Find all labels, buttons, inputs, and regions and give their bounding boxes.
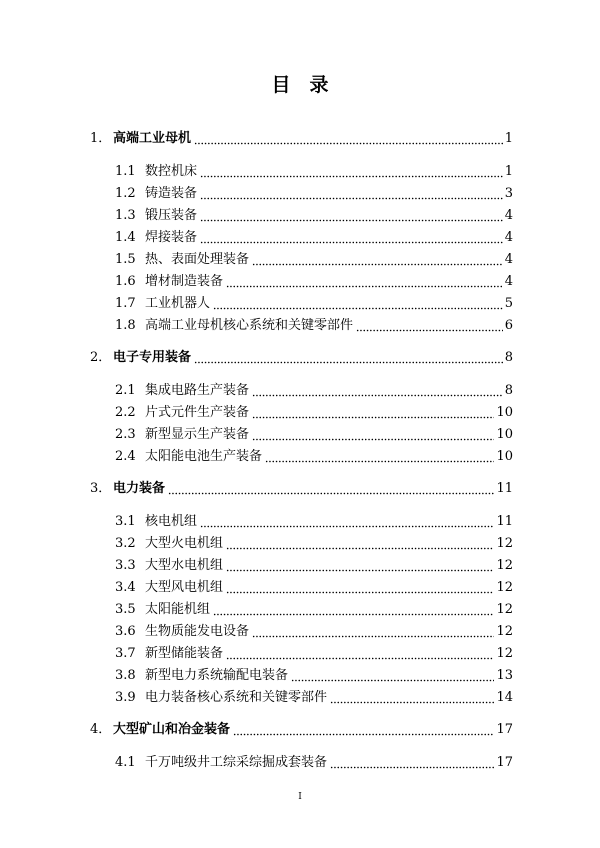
dot-leader [226,569,494,572]
entry-number: 2.3 [115,427,136,442]
page-number: 4 [504,208,513,223]
entry-label: 新型电力系统输配电装备 [145,668,289,683]
dot-leader [252,263,503,266]
dot-leader [265,460,494,463]
section-number: 3． [90,481,112,496]
section-number: 4． [90,722,112,737]
page-number: 6 [504,318,513,333]
entry-label: 片式元件生产装备 [145,405,250,420]
entry-label: 焊接装备 [145,230,198,245]
page-title: 目 录 [271,74,329,96]
page-number: 11 [496,514,513,529]
dot-leader [252,438,494,441]
page-number: 3 [504,186,513,201]
toc-entry [90,511,513,533]
toc-entry [90,687,513,709]
page-number: 12 [496,646,513,661]
toc-entry [90,752,513,774]
page-number: 4 [504,230,513,245]
dot-leader [252,635,494,638]
entry-number: 3.8 [115,668,136,683]
page-number: 17 [496,722,513,737]
entry-number: 1.1 [115,164,136,179]
toc-entry [90,621,513,643]
page-number: 12 [496,624,513,639]
dot-leader [233,733,494,736]
dot-leader [252,416,494,419]
entry-number: 3.5 [115,602,136,617]
page-number: 1 [504,131,513,146]
dot-leader [356,329,503,332]
page-number: 8 [504,350,513,365]
entry-label: 核电机组 [145,514,198,529]
page-number: 8 [504,383,513,398]
page-number: 4 [504,274,513,289]
entry-number: 1.4 [115,230,136,245]
table-of-contents [90,128,513,774]
entry-label: 热、表面处理装备 [145,252,250,267]
entry-label: 铸造装备 [145,186,198,201]
dot-leader [200,525,494,528]
dot-leader [226,547,494,550]
toc-entry [90,402,513,424]
toc-entry [90,599,513,621]
entry-number: 2.2 [115,405,136,420]
toc-entry [90,227,513,249]
entry-label: 锻压装备 [145,208,198,223]
toc-entry [90,161,513,183]
page-number: 14 [496,690,513,705]
entry-number: 3.1 [115,514,136,529]
dot-leader [200,219,503,222]
entry-label: 大型风电机组 [145,580,224,595]
entry-label: 数控机床 [145,164,198,179]
page-number: 17 [496,755,513,770]
entry-label: 电力装备核心系统和关键零部件 [145,690,328,705]
entry-number: 1.7 [115,296,136,311]
page-number: 10 [496,449,513,464]
entry-label: 生物质能发电设备 [145,624,250,639]
entry-number: 1.3 [115,208,136,223]
page-number: 12 [496,580,513,595]
entry-number: 1.8 [115,318,136,333]
page-number: 11 [496,481,513,496]
dot-leader [200,175,503,178]
entry-number: 1.2 [115,186,136,201]
entry-number: 3.7 [115,646,136,661]
toc-entry [90,380,513,402]
entry-label: 新型显示生产装备 [145,427,250,442]
dot-leader [213,307,503,310]
toc-entry [90,293,513,315]
entry-number: 3.6 [115,624,136,639]
toc-entry [90,183,513,205]
dot-leader [168,492,494,495]
section-label: 电子专用装备 [113,350,192,365]
section-label: 电力装备 [113,481,166,496]
section-number: 2． [90,350,112,365]
entry-label: 集成电路生产装备 [145,383,250,398]
toc-entry [90,555,513,577]
page-number: 5 [504,296,513,311]
dot-leader [200,197,503,200]
entry-label: 新型储能装备 [145,646,224,661]
entry-label: 太阳能电池生产装备 [145,449,263,464]
toc-section-heading [90,719,513,741]
section-label: 大型矿山和冶金装备 [113,722,231,737]
entry-number: 3.3 [115,558,136,573]
entry-label: 增材制造装备 [145,274,224,289]
toc-section-heading [90,347,513,369]
page-number: 12 [496,536,513,551]
toc-section-heading [90,128,513,150]
page-number: 12 [496,602,513,617]
toc-entry [90,249,513,271]
dot-leader [226,285,503,288]
page-number: 4 [504,252,513,267]
toc-entry [90,577,513,599]
toc-entry [90,271,513,293]
page-number: 10 [496,427,513,442]
dot-leader [194,142,503,145]
dot-leader [213,613,494,616]
entry-number: 3.9 [115,690,136,705]
dot-leader [330,701,494,704]
toc-entry [90,315,513,337]
section-number: 1． [90,131,112,146]
section-label: 高端工业母机 [113,131,192,146]
toc-section-heading [90,478,513,500]
page-number: 1 [504,164,513,179]
dot-leader [291,679,494,682]
toc-entry [90,665,513,687]
dot-leader [330,766,494,769]
entry-label: 大型水电机组 [145,558,224,573]
entry-label: 千万吨级井工综采综掘成套装备 [145,755,328,770]
entry-label: 大型火电机组 [145,536,224,551]
toc-entry [90,424,513,446]
entry-number: 1.6 [115,274,136,289]
entry-number: 4.1 [115,755,136,770]
entry-number: 2.1 [115,383,136,398]
dot-leader [226,657,494,660]
entry-number: 1.5 [115,252,136,267]
page-number: 12 [496,558,513,573]
toc-entry [90,446,513,468]
page-number: 13 [496,668,513,683]
entry-label: 太阳能机组 [145,602,211,617]
dot-leader [194,361,503,364]
entry-label: 高端工业母机核心系统和关键零部件 [145,318,354,333]
entry-label: 工业机器人 [145,296,211,311]
dot-leader [252,394,503,397]
toc-entry [90,533,513,555]
toc-entry [90,643,513,665]
dot-leader [226,591,494,594]
entry-number: 3.2 [115,536,136,551]
dot-leader [200,241,503,244]
entry-number: 2.4 [115,449,136,464]
page-number: 10 [496,405,513,420]
footer-page-number: I [298,792,302,802]
toc-entry [90,205,513,227]
entry-number: 3.4 [115,580,136,595]
